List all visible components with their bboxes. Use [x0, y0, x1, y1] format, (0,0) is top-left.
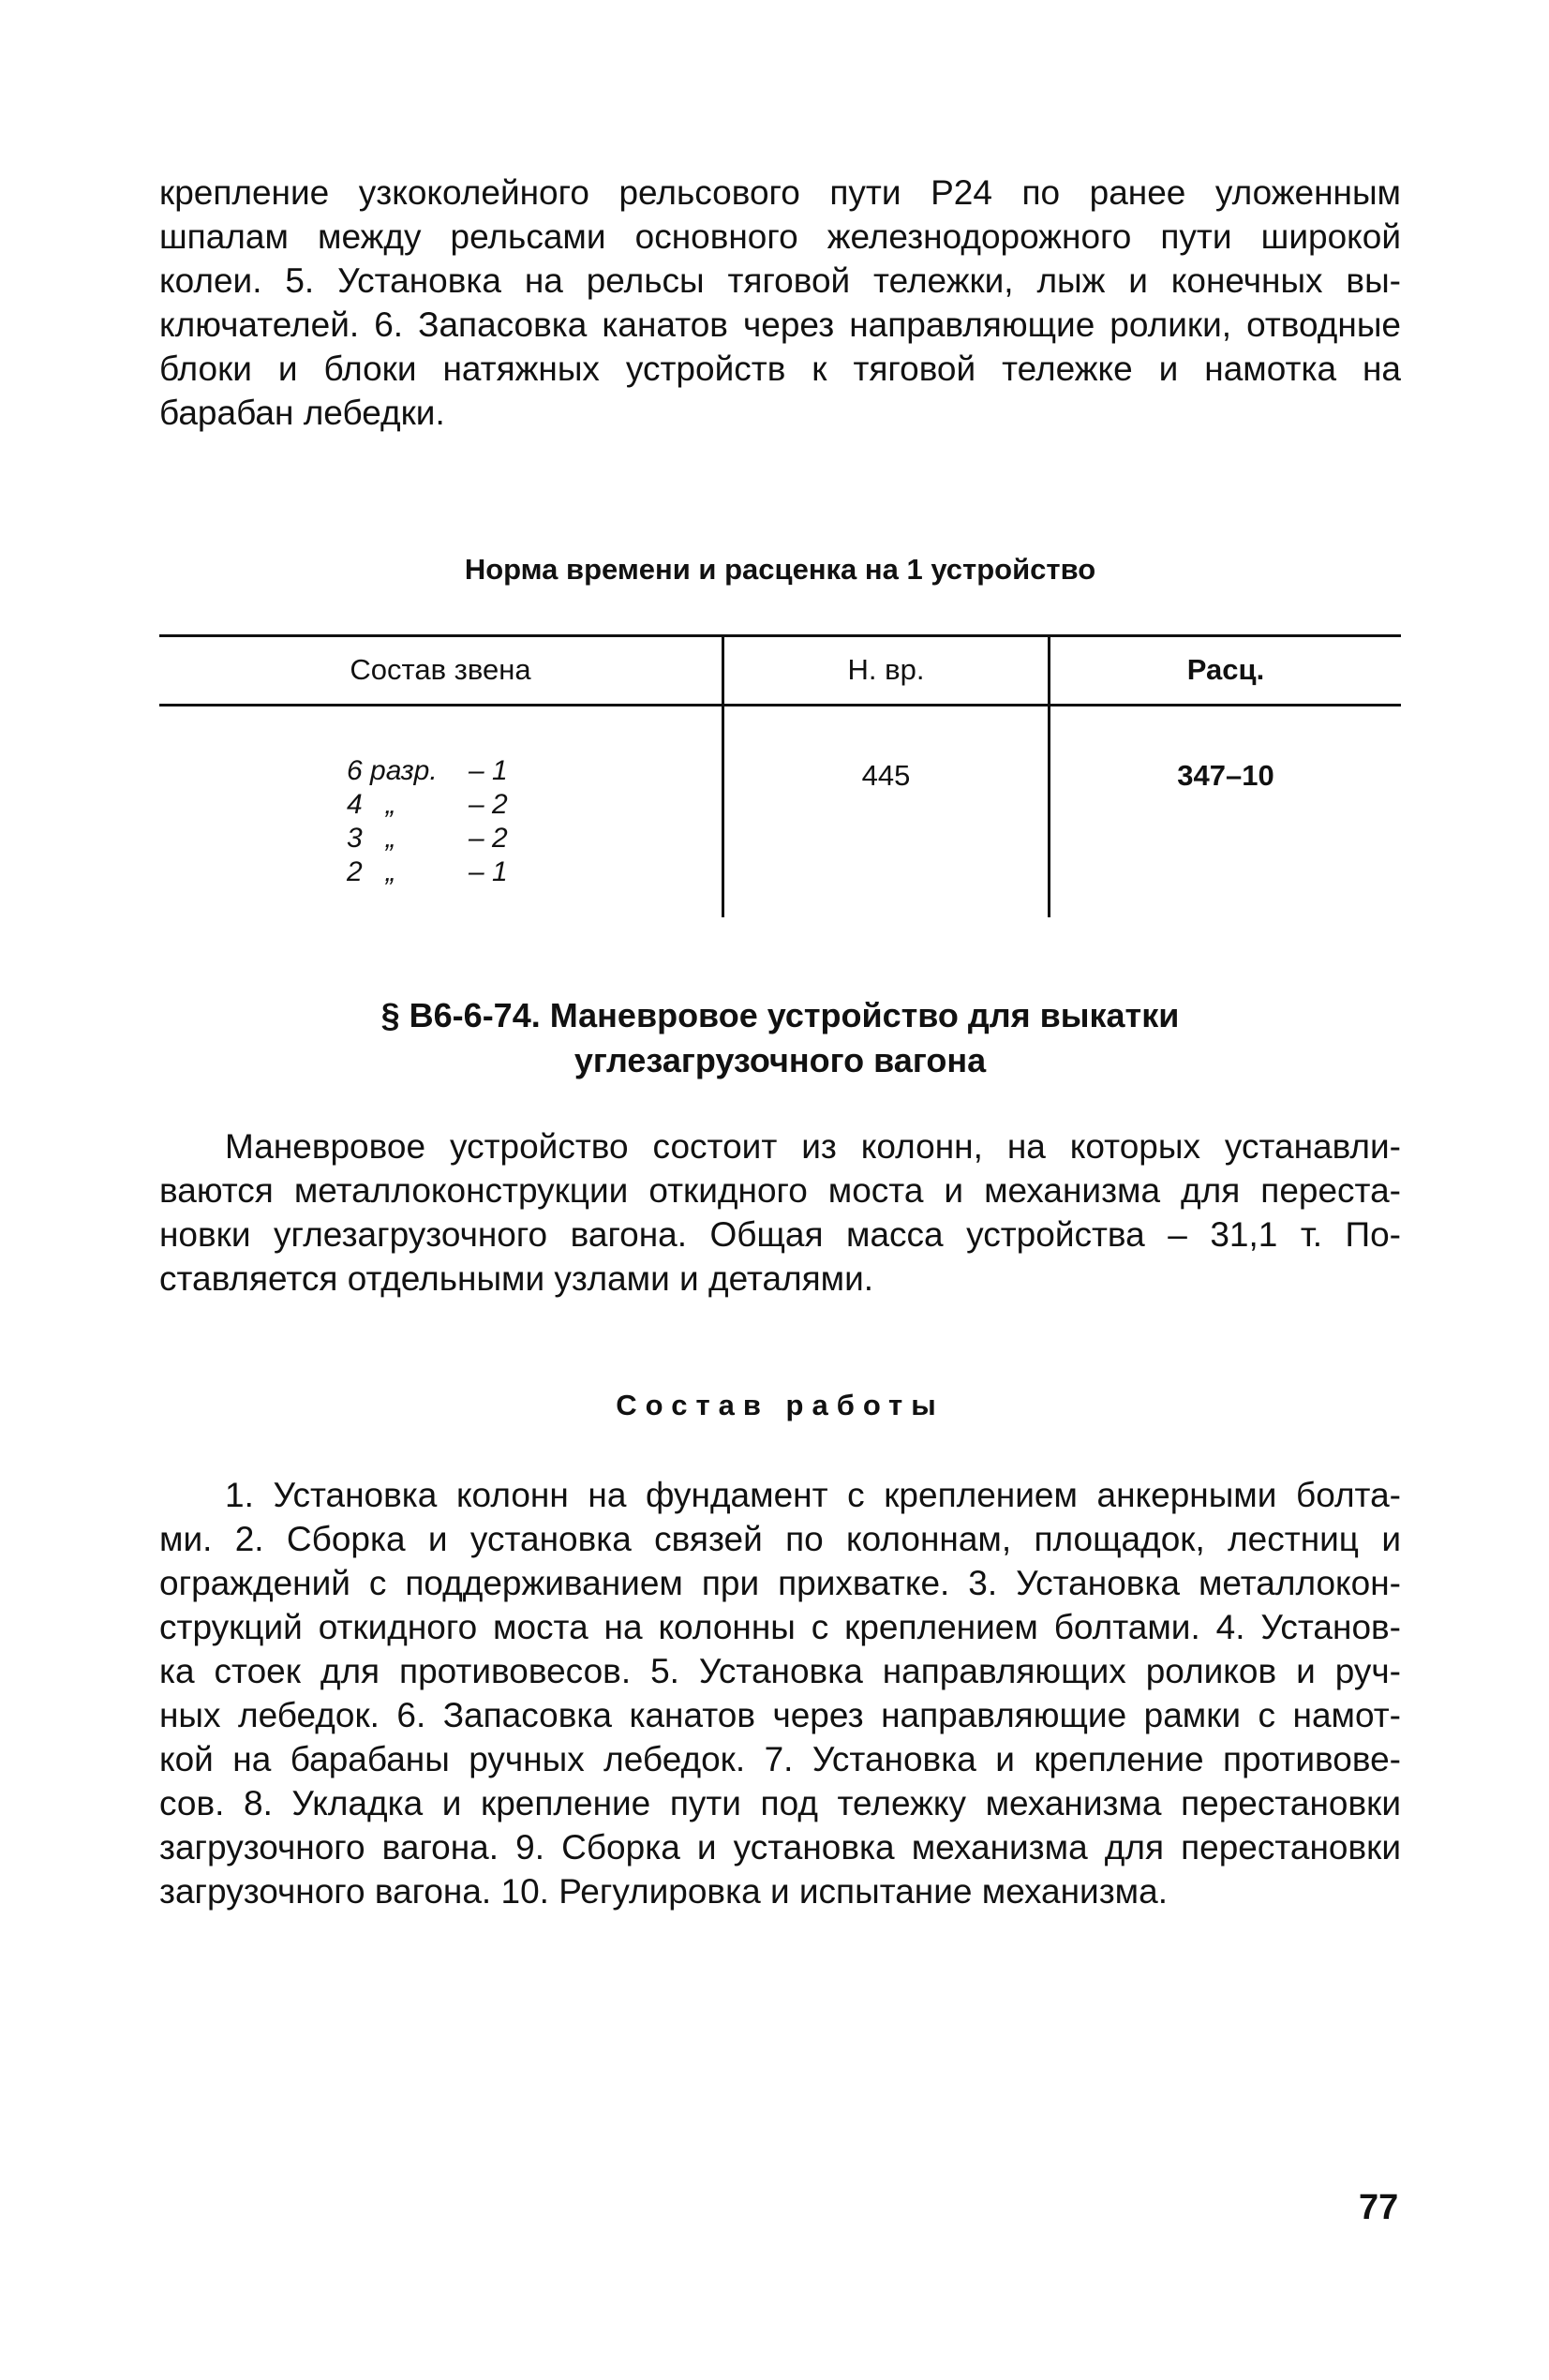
work-line: загрузочного вагона. 10. Регулировка и испытание механизма.	[159, 1872, 1168, 1911]
intro-line: ключателей. 6. Запасовка канатов через направляющие ролики, отводные	[159, 305, 1401, 344]
work-heading: Состав работы	[616, 1389, 945, 1421]
intro-line: крепление узкоколейного рельсового пути Р24 по ранее уложенным	[159, 173, 1401, 212]
crew-count: – 1	[469, 856, 508, 887]
intro-line: барабан лебедки.	[159, 394, 445, 432]
work-line: ка стоек для противовесов. 5. Установка направляющих роликов и руч-	[159, 1652, 1401, 1690]
intro-line: колеи. 5. Установка на рельсы тяговой тележки, лыж и конечных вы-	[159, 261, 1401, 300]
intro-line: блоки и блоки натяжных устройств к тяговой тележке и намотка на	[159, 350, 1401, 388]
work-line: загрузочного вагона. 9. Сборка и установка механизма для перестановки	[159, 1828, 1401, 1867]
work-line: ограждений с поддерживанием при прихватке. 3. Установка металлокон-	[159, 1564, 1401, 1602]
table-title: Норма времени и расценка на 1 устройство	[464, 553, 1096, 586]
work-line: сов. 8. Укладка и крепление пути под тележку механизма перестановки	[159, 1784, 1401, 1822]
intro-line: шпалам между рельсами основного железнодорожного пути широкой	[159, 217, 1401, 256]
crew-row	[347, 754, 508, 788]
table-top-rule	[159, 634, 1401, 637]
work-paragraph	[159, 1473, 1401, 1913]
description-line: Маневровое устройство состоит из колонн, на которых устанавли-	[225, 1127, 1401, 1166]
crew-list	[347, 754, 508, 889]
crew-row	[347, 822, 508, 855]
work-line: ных лебедок. 6. Запасовка канатов через направляющие рамки с намот-	[159, 1696, 1401, 1734]
crew-grade: 4 „	[347, 789, 395, 820]
work-line: струкций откидного моста на колонны с креплением болтами. 4. Установ-	[159, 1608, 1401, 1646]
section-title-line: углезагрузочного вагона	[573, 1041, 987, 1079]
table-header-rule	[159, 704, 1401, 707]
crew-row	[347, 855, 508, 889]
crew-count: – 2	[469, 789, 508, 820]
table-header-crew: Состав звена	[350, 653, 531, 686]
intro-paragraph	[159, 171, 1401, 435]
description-line: ставляется отдельными узлами и деталями.	[159, 1259, 874, 1298]
crew-grade: 2 „	[347, 856, 395, 887]
rate-value: 347–10	[1177, 759, 1274, 792]
crew-count: – 2	[469, 823, 508, 854]
work-line: ми. 2. Сборка и установка связей по колоннам, площадок, лестниц и	[159, 1520, 1401, 1558]
section-title	[159, 993, 1401, 1083]
description-line: ваются металлоконструкции откидного моста и механизма для переста-	[159, 1171, 1401, 1210]
description-line: новки углезагрузочного вагона. Общая масса устройства – 31,1 т. По-	[159, 1215, 1401, 1254]
norm-value: 445	[861, 759, 911, 792]
work-line: 1. Установка колонн на фундамент с креплением анкерными болта-	[225, 1476, 1401, 1514]
section-title-line: § В6-6-74. Маневровое устройство для выкатки	[380, 996, 1180, 1034]
crew-row	[347, 788, 508, 822]
work-line: кой на барабаны ручных лебедок. 7. Установка и крепление противове-	[159, 1740, 1401, 1778]
crew-count: – 1	[469, 755, 508, 786]
page-number: 77	[1359, 2188, 1399, 2227]
section-description	[159, 1124, 1401, 1301]
crew-grade: 3 „	[347, 823, 395, 854]
table-header-norm: Н. вр.	[847, 653, 925, 686]
crew-grade: 6 разр.	[347, 755, 438, 786]
table-header-rate: Расц.	[1186, 653, 1265, 686]
